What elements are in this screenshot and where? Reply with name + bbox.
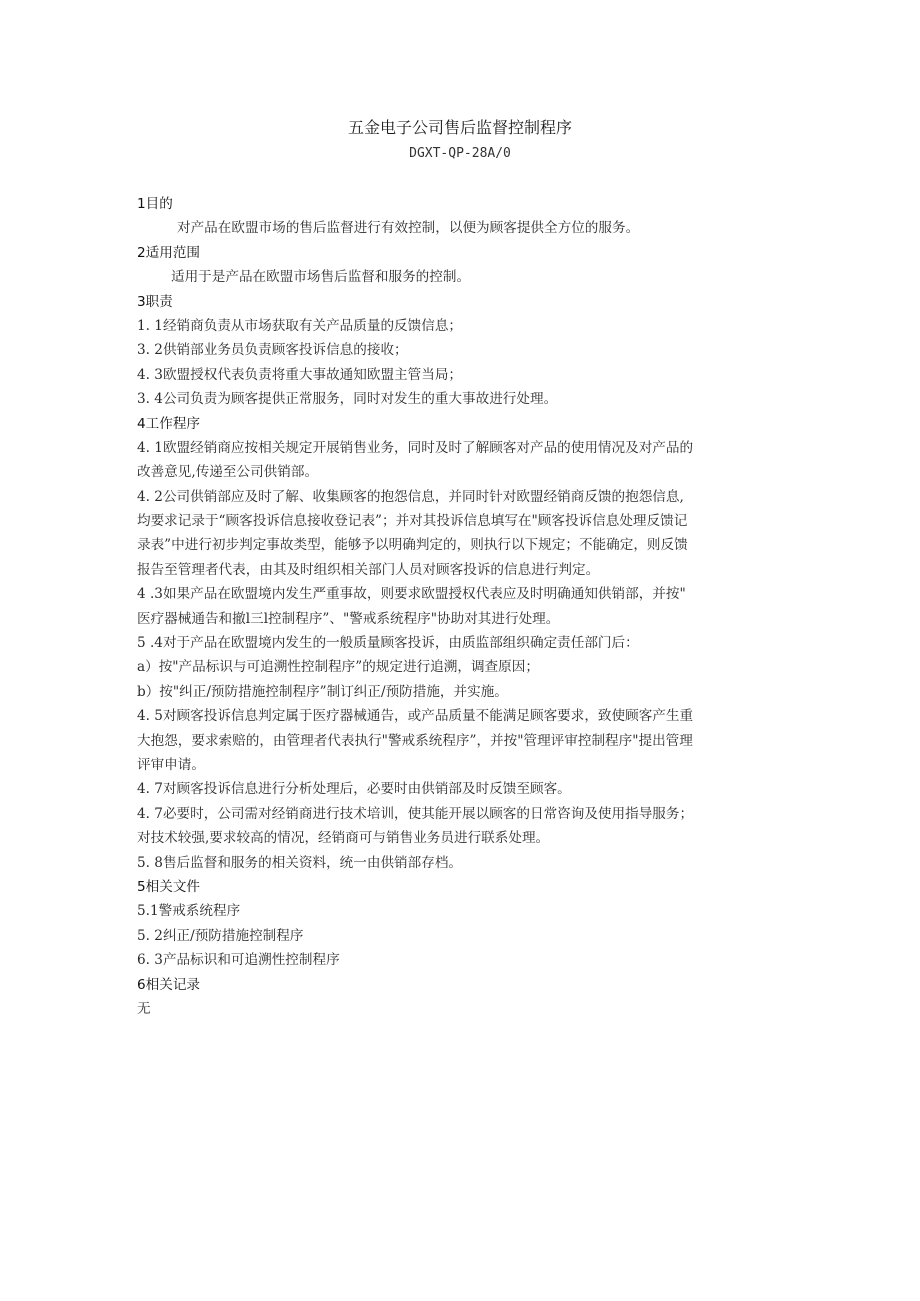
list-item: 4. 3欧盟授权代表负责将重大事故通知欧盟主管当局； xyxy=(137,366,463,383)
paragraph-line: 大抱怨，要求索赔的，由管理者代表执行"警戒系统程序”，并按"管理评审控制程序"提出管理 xyxy=(137,732,693,749)
paragraph-line: 5. 8售后监督和服务的相关资料，统一由供销部存档。 xyxy=(137,854,463,871)
paragraph-line: 对技术较强,要求较高的情况，经销商可与销售业务员进行联系处理。 xyxy=(137,830,550,847)
paragraph-line: 均要求记录于“顾客投诉信息接收登记表”；并对其投诉信息填写在"顾客投诉信息处理反馈记 xyxy=(137,513,688,530)
paragraph-line: 改善意见,传递至公司供销部。 xyxy=(137,464,319,481)
section-heading-related-records: 6相关记录 xyxy=(137,976,201,993)
list-item: 6. 3产品标识和可追溯性控制程序 xyxy=(137,952,340,969)
list-item: 5. 2纠正/预防措施控制程序 xyxy=(137,927,304,944)
paragraph-line: 4. 2公司供销部应及时了解、收集顾客的抱怨信息，并同时针对欧盟经销商反馈的抱怨信息, xyxy=(137,488,684,505)
document-body xyxy=(137,192,787,1021)
section-heading-procedure: 4工作程序 xyxy=(137,415,201,432)
paragraph: 适用于是产品在欧盟市场售后监督和服务的控制。 xyxy=(171,269,471,286)
paragraph-line: a）按"产品标识与可追溯性控制程序”的规定进行追溯，调查原因； xyxy=(137,659,539,676)
paragraph-line: 4 .3如果产品在欧盟境内发生严重事故，则要求欧盟授权代表应及时明确通知供销部，并按" xyxy=(137,586,686,603)
section-heading-related-documents: 5相关文件 xyxy=(137,878,201,895)
list-item: 无 xyxy=(137,1000,151,1017)
paragraph-line: 录表”中进行初步判定事故类型，能够予以明确判定的，则执行以下规定；不能确定，则反馈 xyxy=(137,537,688,554)
paragraph-line: b）按"纠正/预防措施控制程序”制订纠正/预防措施，并实施。 xyxy=(137,683,508,700)
paragraph-line: 4. 1欧盟经销商应按相关规定开展销售业务，同时及时了解顾客对产品的使用情况及对产品的 xyxy=(137,439,694,456)
paragraph-line: 4. 5对顾客投诉信息判定属于医疗器械通告，或产品质量不能满足顾客要求，致使顾客产生重 xyxy=(137,708,694,725)
paragraph-line: 5 .4对于产品在欧盟境内发生的一般质量顾客投诉，由质监部组织确定责任部门后： xyxy=(137,635,639,652)
document-title: 五金电子公司售后监督控制程序 xyxy=(347,118,572,137)
list-item: 3. 4公司负责为顾客提供正常服务，同时对发生的重大事故进行处理。 xyxy=(137,391,558,408)
list-item: 5.1警戒系统程序 xyxy=(137,903,241,920)
paragraph-line: 医疗器械通告和撤l三l控制程序”、"警戒系统程序"协助对其进行处理。 xyxy=(137,610,560,627)
paragraph-line: 4. 7必要时，公司需对经销商进行技术培训，使其能开展以顾客的日常咨询及使用指导服务； xyxy=(137,805,694,822)
document-code: DGXT-QP-28A/0 xyxy=(409,146,511,161)
section-heading-purpose: 1目的 xyxy=(137,196,173,212)
paragraph-line: 报告至管理者代表，由其及时组织相关部门人员对顾客投诉的信息进行判定。 xyxy=(137,561,600,578)
paragraph-line: 4. 7对顾客投诉信息进行分析处理后，必要时由供销部及时反馈至顾客。 xyxy=(137,781,571,798)
paragraph: 对产品在欧盟市场的售后监督进行有效控制，以便为顾客提供全方位的服务。 xyxy=(177,220,640,237)
paragraph-line: 评审申请。 xyxy=(137,756,205,773)
list-item: 3. 2供销部业务员负责顾客投诉信息的接收； xyxy=(137,342,408,359)
section-heading-scope: 2适用范围 xyxy=(137,244,201,261)
list-item: 1. 1经销商负责从市场获取有关产品质量的反馈信息； xyxy=(137,317,463,334)
section-heading-responsibilities: 3职责 xyxy=(137,293,173,310)
